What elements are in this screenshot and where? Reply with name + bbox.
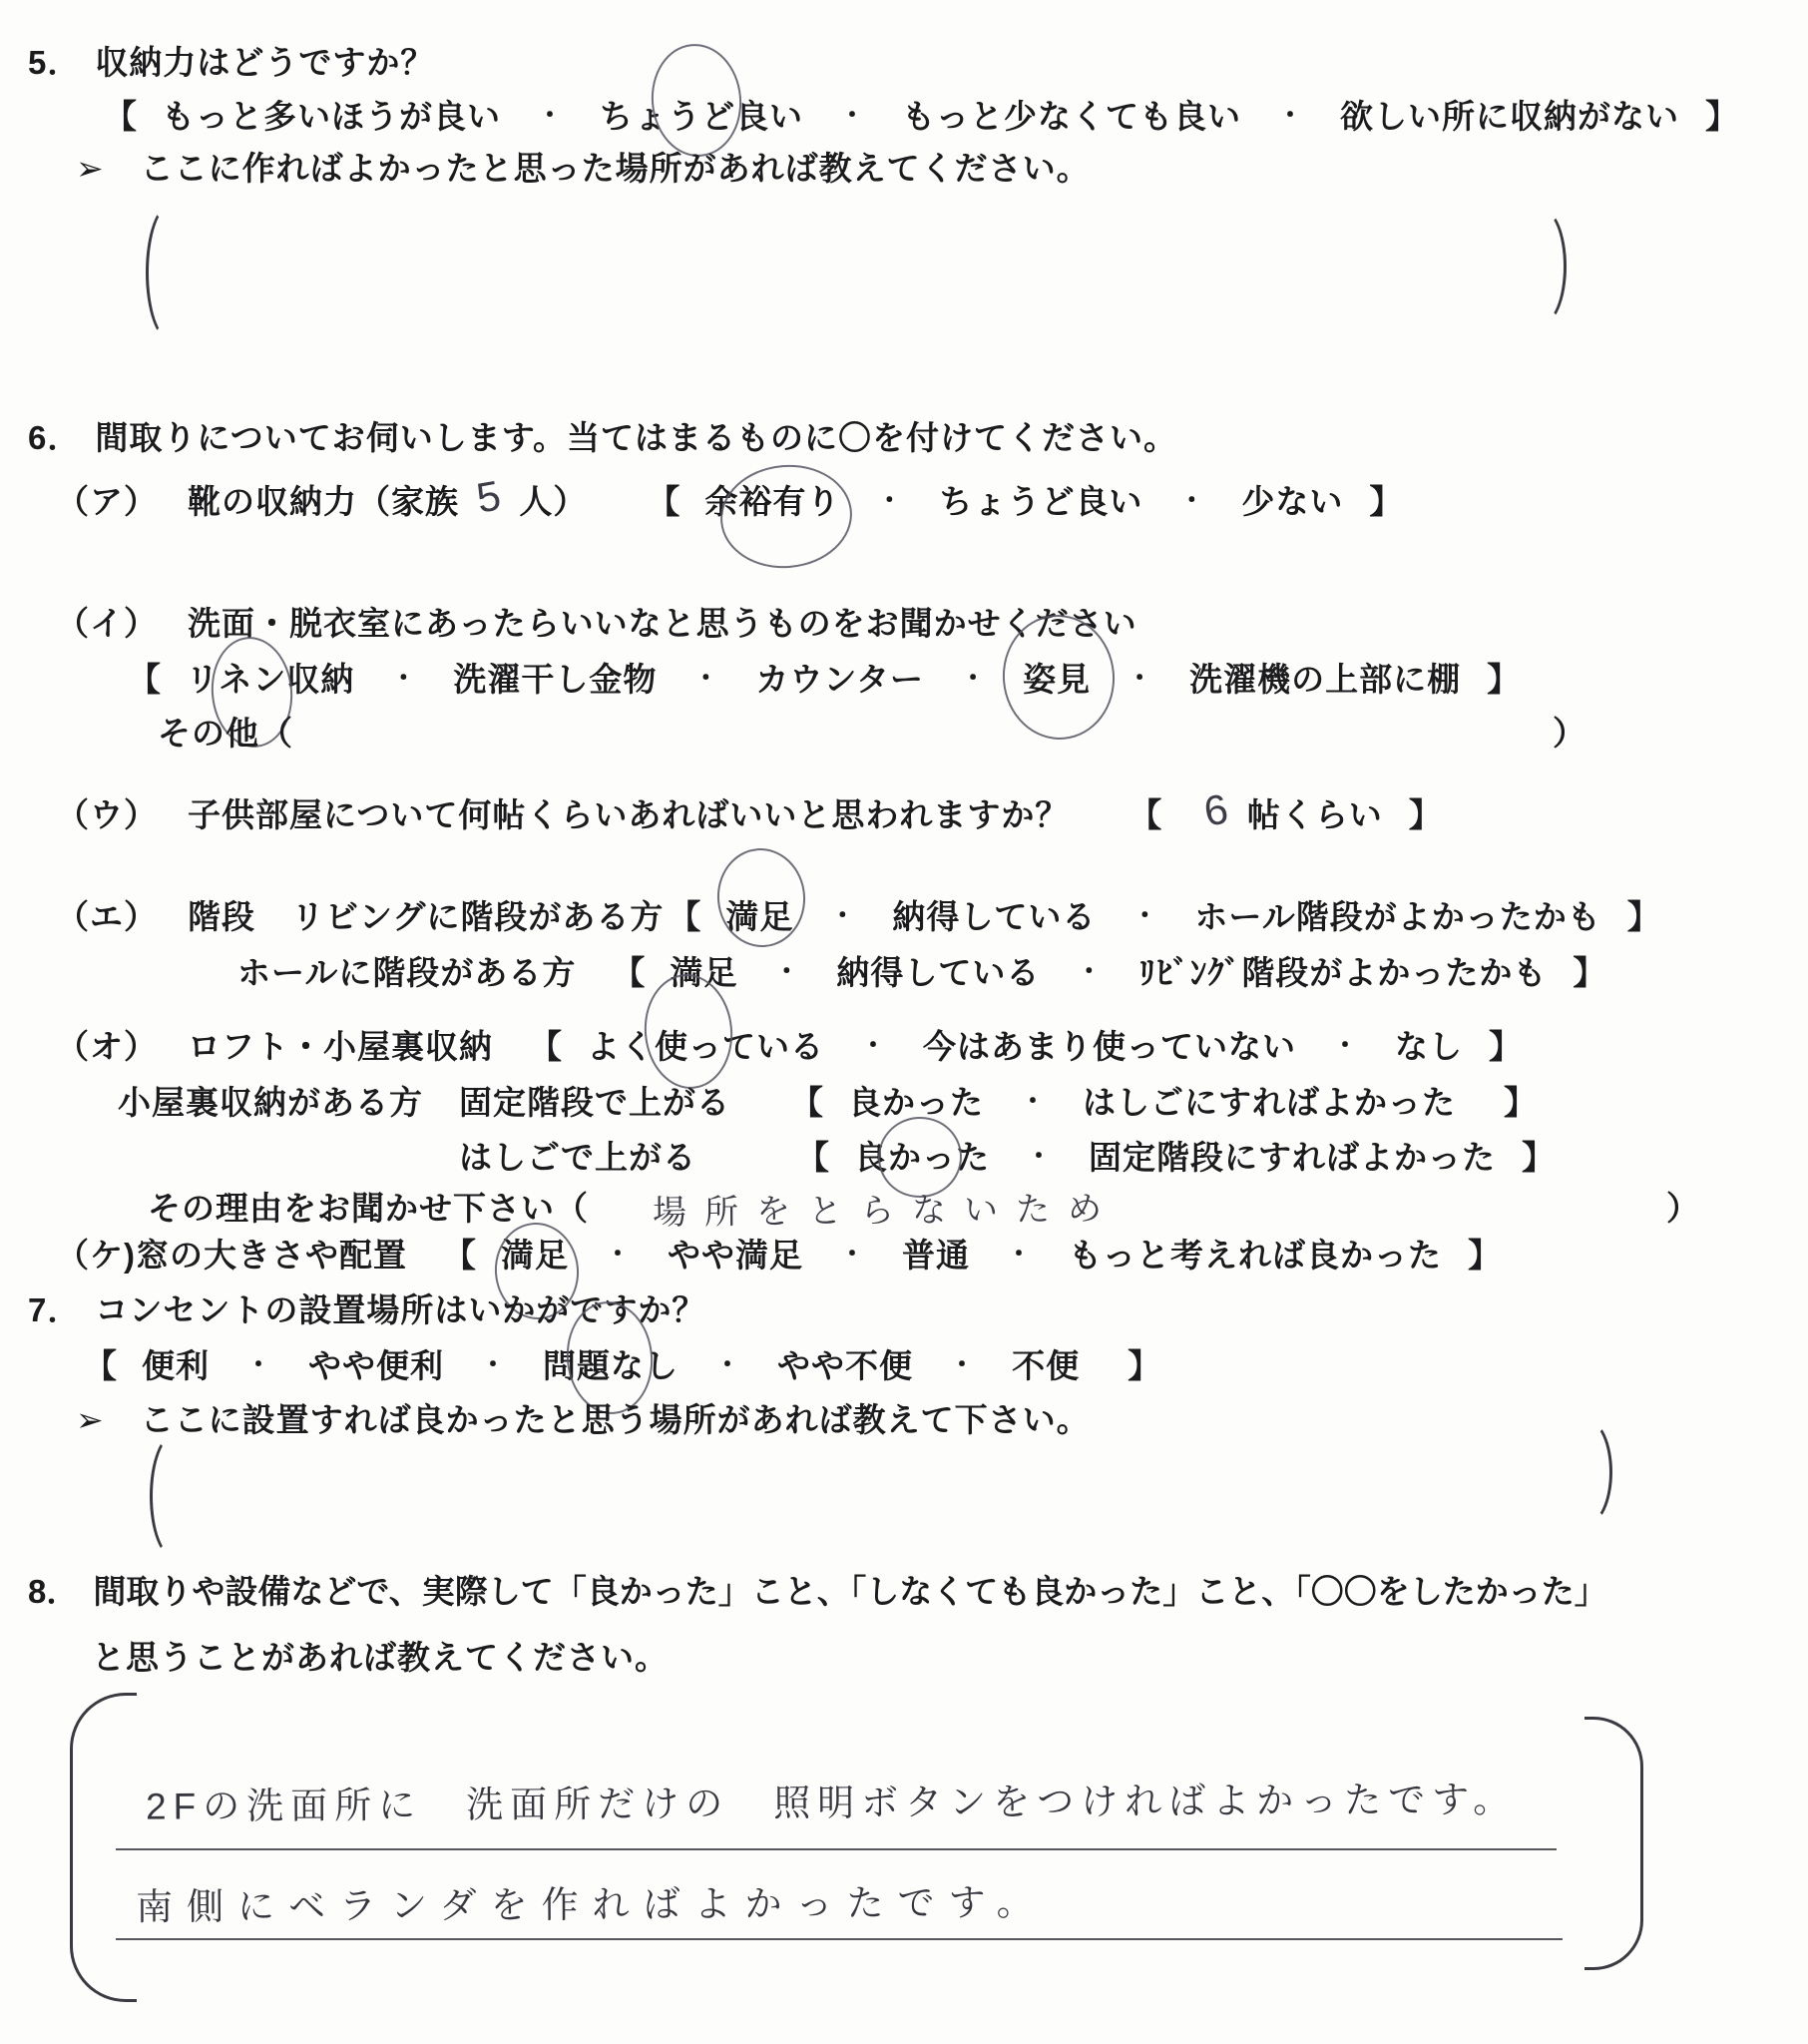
q6-i-options-row <box>128 659 1521 700</box>
bracket-open: 【 <box>104 98 138 135</box>
arrow-icon: ➢ <box>76 1401 105 1438</box>
q5-options-row <box>104 96 1739 137</box>
q8-number: 8． <box>28 1573 80 1610</box>
separator-dot: ・ <box>537 100 565 130</box>
q8-answer-bracket-right <box>1584 1717 1643 1970</box>
separator-dot: ・ <box>1020 1086 1048 1116</box>
q5-option-2: もっと少なくても良い <box>902 98 1242 135</box>
q5-option-0: もっと多いほうが良い <box>162 98 501 135</box>
q6-i-other-label: その他（ <box>158 715 293 752</box>
q6-o-reason-handwritten: 場所をとらないため <box>652 1190 1121 1233</box>
separator-dot: ・ <box>1006 1239 1034 1269</box>
q7-options-row <box>84 1345 1161 1386</box>
separator-dot: ・ <box>714 1349 742 1379</box>
q8-answer-bracket-left <box>70 1693 137 2002</box>
q8-answer-rule-1 <box>116 1848 1557 1850</box>
bracket-open: 【 <box>612 954 647 991</box>
q6-o-option-1: 今はあまり使っていない <box>923 1028 1297 1065</box>
q7-title: コンセントの設置場所はいかがですか？ <box>95 1291 706 1328</box>
q6-o-reason-close-paren: ） <box>1666 1190 1700 1227</box>
q6-a-family-count-handwritten: 5 <box>472 471 506 522</box>
q7-answer-paren-right <box>1563 1419 1612 1525</box>
q6-u-answer-unit: 帖くらい <box>1246 796 1383 833</box>
q6-title-row <box>28 417 1177 458</box>
q6-i-other-close-paren: ） <box>1553 715 1586 752</box>
q6-e-row1 <box>56 896 1661 937</box>
q6-o-row3-label: はしごで上がる <box>459 1139 696 1176</box>
q6-e-heading: 階段 <box>188 898 255 935</box>
q6-o-sub-label: 小屋裏収納がある方 <box>118 1084 423 1121</box>
separator-dot: ・ <box>605 1239 633 1269</box>
q6-e-row2 <box>237 952 1606 993</box>
q6-i-question-row <box>56 603 1137 644</box>
bracket-close: 】 <box>1522 1139 1557 1176</box>
bracket-open: 【 <box>1129 796 1163 833</box>
q8-answer-handwritten-line2: 南側にベランダを作ればよかったです。 <box>135 1881 1048 1928</box>
q8-title-row2 <box>92 1637 669 1678</box>
q6-o-option-2: なし <box>1395 1028 1464 1065</box>
q7-option-0: 便利 <box>142 1347 210 1384</box>
q6-o-heading: ロフト・小屋裏収納 <box>188 1028 493 1065</box>
q6-e-row1-option-2: ホール階段がよかったかも <box>1194 898 1601 935</box>
q6-i-question: 洗面・脱衣室にあったらいいなと思うものをお聞かせください <box>188 605 1137 642</box>
q5-number: 5． <box>28 44 82 81</box>
q6-o-row2-option-1: はしごにすればよかった <box>1083 1084 1457 1121</box>
separator-dot: ・ <box>839 1239 867 1269</box>
bracket-open: 【 <box>84 1347 118 1384</box>
q5-answer-paren-right <box>1517 208 1567 325</box>
separator-dot: ・ <box>1178 485 1206 515</box>
separator-dot: ・ <box>876 485 904 515</box>
q6-u-answer-handwritten: 6 <box>1200 784 1233 835</box>
bracket-close: 】 <box>1489 1028 1524 1065</box>
separator-dot: ・ <box>390 663 418 693</box>
separator-dot: ・ <box>1127 663 1154 693</box>
q6-a-question-pre: 靴の収納力（家族 <box>188 483 459 520</box>
bracket-close: 】 <box>1487 661 1522 698</box>
q5-option-3: 欲しい所に収納がない <box>1340 98 1680 135</box>
q7-option-4: 不便 <box>1012 1347 1081 1384</box>
q6-o-row2-label: 固定階段で上がる <box>459 1084 730 1121</box>
q7-option-3: やや不便 <box>777 1347 914 1384</box>
q8-answer-rule-2 <box>116 1938 1563 1940</box>
separator-dot: ・ <box>1131 900 1159 930</box>
separator-dot: ・ <box>860 1030 888 1060</box>
separator-dot: ・ <box>1076 956 1104 986</box>
q6-o-row3 <box>459 1137 1556 1178</box>
bracket-close: 】 <box>1408 796 1443 833</box>
bracket-close: 】 <box>1369 483 1404 520</box>
bracket-close: 】 <box>1705 98 1740 135</box>
bracket-open: 【 <box>790 1084 824 1121</box>
q6-e-row1-label: リビングに階段がある方 <box>291 898 665 935</box>
q5-answer-paren-left <box>146 204 196 341</box>
separator-dot: ・ <box>839 100 867 130</box>
q6-ke-label: （ケ) <box>56 1237 136 1274</box>
q5-option-1-selected: ちょうど良い <box>600 96 803 137</box>
q6-e-row1-option-1: 納得している <box>892 898 1097 935</box>
q6-a-question-post: 人） <box>519 483 588 520</box>
q6-i-option-2: カウンター <box>755 661 925 698</box>
q6-e-label: （エ） <box>56 898 158 935</box>
separator-dot: ・ <box>1332 1030 1360 1060</box>
q6-u-label: （ウ） <box>56 796 158 833</box>
q8-answer-handwritten-line1: 2Fの洗面所に 洗面所だけの 照明ボタンをつければよかったです。 <box>145 1779 1518 1827</box>
q5-followup-text: ここに作ればよかったと思った場所があれば教えてください。 <box>140 150 1091 187</box>
q6-ke-option-2: 普通 <box>902 1237 971 1274</box>
q6-o-row3-option-0-selected: 良かった <box>854 1137 990 1178</box>
q8-title-line2: と思うことがあれば教えてください。 <box>92 1639 669 1676</box>
q6-o-reason-row <box>148 1188 1700 1231</box>
bracket-close: 】 <box>1573 954 1607 991</box>
q6-e-row1-option-0-selected: 満足 <box>725 896 793 937</box>
q6-e-row2-option-0: 満足 <box>670 954 738 991</box>
q6-u-question: 子供部屋について何帖くらいあればいいと思われますか？ <box>188 796 1070 833</box>
separator-dot: ・ <box>960 663 988 693</box>
q6-o-reason-label: その理由をお聞かせ下さい（ <box>148 1190 589 1227</box>
separator-dot: ・ <box>480 1349 508 1379</box>
q6-o-row2 <box>118 1082 1538 1123</box>
q7-followup-row <box>76 1399 1091 1440</box>
q6-o-row3-option-1: 固定階段にすればよかった <box>1089 1139 1497 1176</box>
separator-dot: ・ <box>829 900 857 930</box>
q6-o-option-0-selected: よく使っている <box>587 1026 824 1067</box>
separator-dot: ・ <box>1026 1141 1054 1171</box>
q8-title-line1: 間取りや設備などで、実際して「良かった」こと、「しなくても良かった」こと、「〇〇をしたかった」 <box>93 1573 1607 1610</box>
q6-o-row1 <box>56 1026 1523 1067</box>
q7-answer-paren-left <box>150 1433 200 1559</box>
bracket-close: 】 <box>1504 1084 1539 1121</box>
q7-option-2-selected: 問題なし <box>543 1345 678 1386</box>
bracket-open: 【 <box>529 1028 563 1065</box>
q6-ke-option-1: やや満足 <box>668 1237 804 1274</box>
q6-o-label: （オ） <box>56 1028 158 1065</box>
separator-dot: ・ <box>1277 100 1305 130</box>
q8-title-row1 <box>28 1571 1607 1612</box>
q6-a-option-0-selected: 余裕有り <box>704 481 840 522</box>
bracket-open: 【 <box>796 1139 830 1176</box>
bracket-open: 【 <box>668 898 702 935</box>
q6-ke-row <box>56 1235 1502 1276</box>
q6-a-label: （ア） <box>56 483 158 520</box>
q6-ke-option-3: もっと考えれば良かった <box>1069 1237 1443 1274</box>
separator-dot: ・ <box>245 1349 273 1379</box>
q7-followup-text: ここに設置すれば良かったと思う場所があれば教えて下さい。 <box>140 1401 1091 1438</box>
separator-dot: ・ <box>692 663 720 693</box>
q6-title: 間取りについてお伺いします。当てはまるものに〇を付けてください。 <box>95 419 1178 456</box>
bracket-close: 】 <box>1626 898 1661 935</box>
bracket-open: 【 <box>443 1237 477 1274</box>
bracket-open: 【 <box>647 483 681 520</box>
q6-e-row2-option-2: ﾘﾋﾞﾝｸﾞ階段がよかったかも <box>1138 954 1548 991</box>
q6-number: 6． <box>28 419 82 456</box>
separator-dot: ・ <box>949 1349 977 1379</box>
q6-i-label: （イ） <box>56 605 158 642</box>
q6-i-option-1: 洗濯干し金物 <box>453 661 658 698</box>
q6-i-option-3-selected: 姿見 <box>1023 659 1091 700</box>
q6-e-row2-label: ホールに階段がある方 <box>237 954 577 991</box>
q6-a-option-1: ちょうど良い <box>939 483 1143 520</box>
q6-ke-heading: 窓の大きさや配置 <box>136 1237 407 1274</box>
q5-followup-row <box>76 148 1091 189</box>
q6-o-row2-option-0: 良かった <box>848 1084 984 1121</box>
q6-a-row <box>56 473 1403 526</box>
bracket-close: 】 <box>1468 1237 1503 1274</box>
bracket-open: 【 <box>128 661 162 698</box>
q6-u-row <box>56 786 1443 839</box>
q7-option-1: やや便利 <box>308 1347 445 1384</box>
q5-title: 収納力はどうですか？ <box>95 44 435 81</box>
q6-a-option-2: 少ない <box>1241 483 1344 520</box>
q6-ke-option-0-selected: 満足 <box>501 1235 569 1276</box>
arrow-icon: ➢ <box>76 150 105 187</box>
separator-dot: ・ <box>773 956 801 986</box>
q5-title-row <box>28 42 434 83</box>
q7-number: 7． <box>28 1291 82 1328</box>
q6-i-other-row <box>158 713 1586 754</box>
q6-i-option-4: 洗濯機の上部に棚 <box>1189 661 1462 698</box>
bracket-close: 】 <box>1128 1347 1162 1384</box>
q6-i-option-0-selected: リネン収納 <box>186 659 354 700</box>
q7-title-row <box>28 1289 705 1330</box>
q6-e-row2-option-1: 納得している <box>836 954 1041 991</box>
